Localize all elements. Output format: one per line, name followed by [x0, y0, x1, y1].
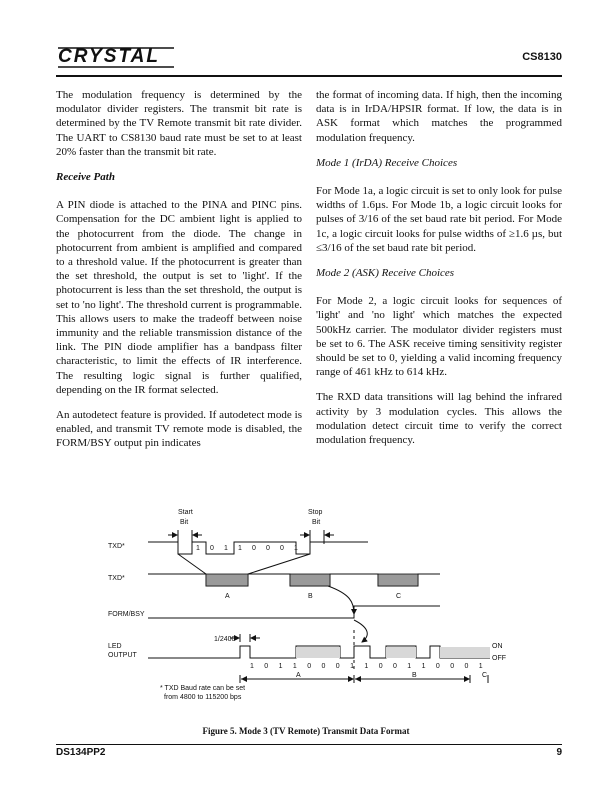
txd-bit: 1: [238, 545, 242, 552]
crystal-logo: [56, 42, 176, 72]
stop-label: Stop: [308, 509, 323, 516]
start-bit-label: Bit: [180, 519, 189, 526]
paragraph-rxd: The RXD data transitions will lag behind the infrared activity by 3 modulation cycles. This allows the modulation detect circuit time to verify the correct modulation frequency.: [316, 391, 562, 447]
txd-bit: 0: [266, 545, 270, 552]
block-label: B: [308, 593, 313, 600]
form-bsy-label: FORM/BSY: [108, 611, 145, 618]
led-bit: 1: [478, 663, 483, 670]
led-bit: 0: [435, 663, 440, 670]
led-bit: 1: [364, 663, 369, 670]
led-bit: 0: [321, 663, 326, 670]
off-label: OFF: [492, 655, 506, 662]
led-bit: 0: [264, 663, 269, 670]
txd-bit: 1: [224, 545, 228, 552]
led-label: LED: [108, 643, 122, 650]
segment-label: B: [412, 672, 417, 679]
led-bit: 0: [307, 663, 312, 670]
footer-rule: [56, 744, 562, 745]
led-bit: 1: [278, 663, 283, 670]
led-bit: 1: [421, 663, 426, 670]
txd-bit: 0: [210, 545, 214, 552]
led-bit: 0: [335, 663, 340, 670]
led-bit: 0: [464, 663, 469, 670]
block-label: A: [225, 593, 230, 600]
paragraph-mode1: For Mode 1a, a logic circuit is set to only look for pulse widths of 1.6µs. For Mode 1b, a logic circuit looks for pulses of 3/16 of the set baud rate bit period. For Mode 1c, a logic circuit looks for pulse widths of ≥1.6 µs, but ≤3/16 of the set baud rate bit period.: [316, 185, 562, 254]
logo-text: CRYSTAL: [58, 46, 160, 67]
block-label: C: [396, 593, 402, 600]
right-column: [316, 88, 562, 458]
subheading-mode2: Mode 2 (ASK) Receive Choices: [316, 267, 455, 280]
note-line-2: from 4800 to 115200 bps: [164, 694, 242, 701]
txd2-label: TXD*: [108, 575, 125, 582]
paragraph-format: the format of incoming data. If high, then the incoming data is in IrDA/HPSIR format. If low, the data is in ASK format which matches the programmed modulation frequency.: [316, 89, 562, 144]
timing-diagram: [100, 502, 530, 717]
segment-label: A: [296, 672, 301, 679]
led-bit: 1: [407, 663, 412, 670]
txd-bit: 0: [252, 545, 256, 552]
led-bit: 1: [350, 663, 355, 670]
header-rule: [56, 75, 562, 77]
led-output-label: OUTPUT: [108, 652, 137, 659]
paragraph-autodetect: An autodetect feature is provided. If autodetect mode is enabled, and transmit TV remote mode is disabled, the FORM/BSY output pin indicates: [56, 409, 302, 450]
paragraph-modulation: The modulation frequency is determined by the modulator divider registers. The transmit bit rate is determined by the TV Remote transmit bit rate divider. The UART to CS8130 baud rate must be set to at least 20% faster than the transmit bit rate.: [56, 89, 302, 158]
document-number: DS134PP2: [56, 747, 106, 758]
bit-period-label: 1/2400: [214, 636, 236, 643]
txd-bit: 1: [196, 545, 200, 552]
heading-receive-path: Receive Path: [56, 171, 115, 184]
on-label: ON: [492, 643, 503, 650]
led-bit: 0: [378, 663, 383, 670]
left-column: [56, 88, 302, 462]
txd1-label: TXD*: [108, 543, 125, 550]
figure-caption: Figure 5. Mode 3 (TV Remote) Transmit Data Format: [202, 726, 410, 736]
start-label: Start: [178, 509, 193, 516]
subheading-mode1: Mode 1 (IrDA) Receive Choices: [316, 156, 458, 169]
led-bit: 0: [450, 663, 455, 670]
note-line-1: * TXD Baud rate can be set: [160, 685, 246, 692]
document-code: CS8130: [522, 51, 562, 63]
txd-bit: 1: [294, 545, 298, 552]
paragraph-pin-diode: A PIN diode is attached to the PINA and PINC pins. Compensation for the DC ambient light is applied to the photocurrent from the diode. The change in photocurrent from ambient is amplified and compared to a threshold value. If the photocurrent is greater than the set threshold, the output is set to 'light'. If the photocurrent is less than the set threshold, the output is set to 'no light'. The threshold current is programmable. This allows users to make the tradeoff between noise immunity and the reliable transmission distance of the link. The PIN diode amplifier has a bandpass filter characteristic, to limit the effects of IR interference. The resulting logic signal is further qualified, depending on the IR format selected.: [56, 199, 302, 396]
segment-label: C: [482, 672, 488, 679]
page-number: 9: [556, 747, 562, 758]
led-bit: 1: [292, 663, 297, 670]
led-bit: 1: [250, 663, 254, 670]
stop-bit-label: Bit: [312, 519, 321, 526]
paragraph-mode2: For Mode 2, a logic circuit looks for sequences of 'light' and 'no light' which matches the expected 500kHz carrier. The modulator divider registers must be set to 6. The ASK receive timing sensitivity register should be set to 0, yielding a valid incoming frequency range of 461 kHz to 614 kHz.: [316, 295, 562, 379]
led-bit: 0: [393, 663, 397, 670]
txd-bit: 0: [280, 545, 284, 552]
